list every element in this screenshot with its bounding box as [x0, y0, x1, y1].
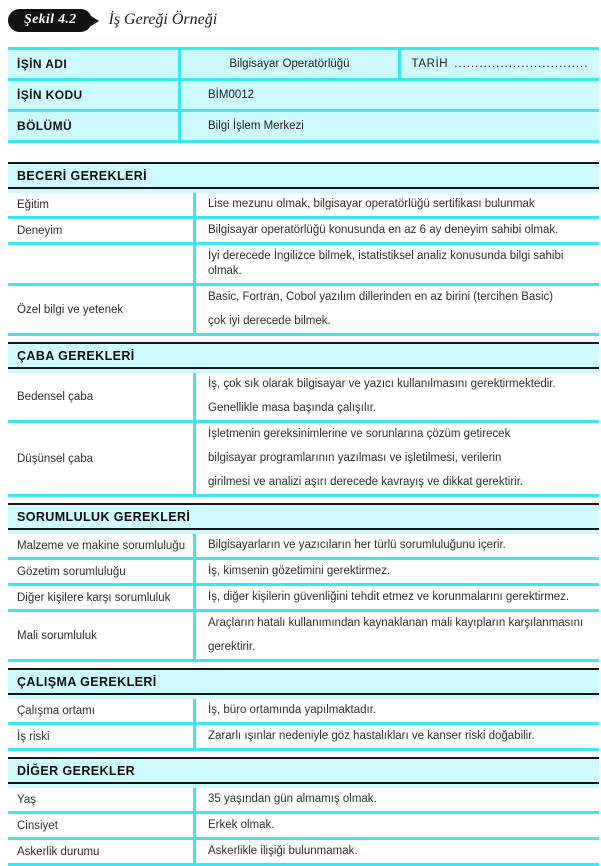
requirements-section: [8, 668, 599, 751]
row-value-line: Lise mezunu olmak, bilgisayar operatörlüğü sertifikası bulunmak: [208, 198, 535, 210]
requirements-section: [8, 757, 599, 866]
row-value: [193, 725, 599, 748]
row-label: İş riski: [17, 730, 50, 743]
section-header-band: [8, 162, 599, 193]
row-value-line: İş, büro ortamında yapılmaktadır.: [208, 704, 377, 716]
row-value: [193, 286, 599, 333]
row-value: [193, 814, 599, 837]
row-value-line: Genellikle masa başında çalışılır.: [208, 402, 377, 414]
section-header-band: [8, 503, 599, 534]
row-value-line: İş, diğer kişilerin güvenliğini tehdit etmez ve korunmalarını gerektirmez.: [208, 591, 570, 603]
row-label: Malzeme ve makine sorumluluğu: [17, 539, 186, 552]
row-value: [193, 534, 599, 557]
row-value: [193, 560, 599, 583]
row-value: [193, 219, 599, 242]
row-value: [193, 840, 599, 863]
requirements-section: [8, 342, 599, 497]
table-row: [8, 373, 599, 423]
row-label: Mali sorumluluk: [17, 629, 97, 642]
table-row: [8, 612, 599, 662]
table-row: [8, 423, 599, 497]
row-value: [193, 586, 599, 609]
section-title: BECERİ GEREKLERİ: [8, 164, 599, 189]
table-row: [8, 788, 599, 814]
section-header-band: [8, 342, 599, 373]
row-label: Cinsiyet: [17, 819, 58, 832]
row-value-line: Bilgisayarların ve yazıcıların her türlü sorumluluğunu içerir.: [208, 539, 506, 551]
row-value: [193, 788, 599, 811]
row-value-line: İyi derecede İngilizce bilmek, istatistiksel analiz konusunda bilgi sahibi olmak.: [208, 250, 564, 277]
date-dotted-line: ................................: [454, 58, 589, 70]
row-label: Düşünsel çaba: [17, 452, 94, 465]
section-header-band: [8, 668, 599, 699]
row-label: Çalışma ortamı: [17, 704, 95, 717]
table-row: [8, 112, 599, 143]
row-label: Deneyim: [17, 224, 63, 237]
row-value: [193, 373, 599, 420]
row-label: Yaş: [17, 793, 36, 806]
job-name-label: İŞİN ADI: [17, 57, 68, 71]
job-name-value: Bilgisayar Operatörlüğü: [178, 50, 398, 78]
section-title: SORUMLULUK GEREKLERİ: [8, 505, 599, 530]
row-value-line: Erkek olmak.: [208, 819, 275, 831]
row-label: Diğer kişilere karşı sorumluluk: [17, 591, 171, 604]
row-label: Özel bilgi ve yetenek: [17, 303, 124, 316]
table-row: [8, 699, 599, 725]
row-value-line: girilmesi ve analizi aşırı derecede kavrayış ve dikkat gerektirir.: [208, 476, 524, 488]
row-label: Eğitim: [17, 198, 49, 211]
figure-caption: [8, 7, 599, 33]
row-value-line: 35 yaşından gün almamış olmak.: [208, 793, 377, 805]
table-row: [8, 840, 599, 866]
department-value: Bilgi İşlem Merkezi: [178, 112, 599, 140]
department-label: BÖLÜMÜ: [17, 119, 73, 133]
requirements-section: [8, 162, 599, 336]
row-value-line: Basic, Fortran, Cobol yazılım dillerinden en az birini (tercihen Basic): [208, 291, 554, 303]
table-row: [8, 245, 599, 286]
table-row: [8, 586, 599, 612]
row-label: Gözetim sorumluluğu: [17, 565, 126, 578]
row-value-line: bilgisayar programlarının yazılması ve işletilmesi, verilerin: [208, 452, 502, 464]
date-label: TARİH: [411, 58, 449, 70]
row-value-line: çok iyi derecede bilmek.: [208, 315, 331, 327]
table-row: [8, 50, 599, 81]
row-value-line: İş, çok sık olarak bilgisayar ve yazıcı kullanılmasını gerektirmektedir.: [208, 378, 556, 390]
figure-title: İş Gereği Örneği: [108, 11, 218, 28]
table-row: [8, 81, 599, 112]
row-value: [193, 612, 599, 659]
sections: [8, 162, 599, 866]
row-value: [193, 423, 599, 494]
table-row: [8, 219, 599, 245]
table-row: [8, 560, 599, 586]
row-value-line: Araçların hatalı kullanımından kaynaklanan mali kayıpların karşılanmasını: [208, 617, 584, 629]
figure-number-badge: Şekil 4.2: [8, 9, 92, 32]
requirements-section: [8, 503, 599, 662]
job-code-label: İŞİN KODU: [17, 88, 83, 102]
row-value-line: gerektirir.: [208, 641, 256, 653]
row-label: Askerlik durumu: [17, 845, 100, 858]
row-value-line: Zararlı ışınlar nedeniyle göz hastalıkları ve kanser riski doğabilir.: [208, 730, 535, 742]
table-row: [8, 814, 599, 840]
row-value-line: İşletmenin gereksinimlerine ve sorunlarına çözüm getirecek: [208, 428, 511, 440]
row-value-line: İş, kimsenin gözetimini gerektirmez.: [208, 565, 391, 577]
job-header-table: [8, 47, 599, 143]
table-row: [8, 193, 599, 219]
row-value: [193, 699, 599, 722]
table-row: [8, 286, 599, 336]
row-value-line: Bilgisayar operatörlüğü konusunda en az 6 ay deneyim sahibi olmak.: [208, 224, 559, 236]
job-code-value: BİM0012: [178, 81, 599, 109]
section-title: ÇALIŞMA GEREKLERİ: [8, 670, 599, 695]
table-row: [8, 534, 599, 560]
row-label: [8, 245, 193, 283]
row-value: [193, 245, 599, 283]
row-label: Bedensel çaba: [17, 390, 94, 403]
section-header-band: [8, 757, 599, 788]
row-value-line: Askerlikle ilişiği bulunmamak.: [208, 845, 358, 857]
row-value: [193, 193, 599, 216]
section-title: DİĞER GEREKLER: [8, 759, 599, 784]
date-cell: [398, 50, 599, 78]
table-row: [8, 725, 599, 751]
section-title: ÇABA GEREKLERİ: [8, 344, 599, 369]
